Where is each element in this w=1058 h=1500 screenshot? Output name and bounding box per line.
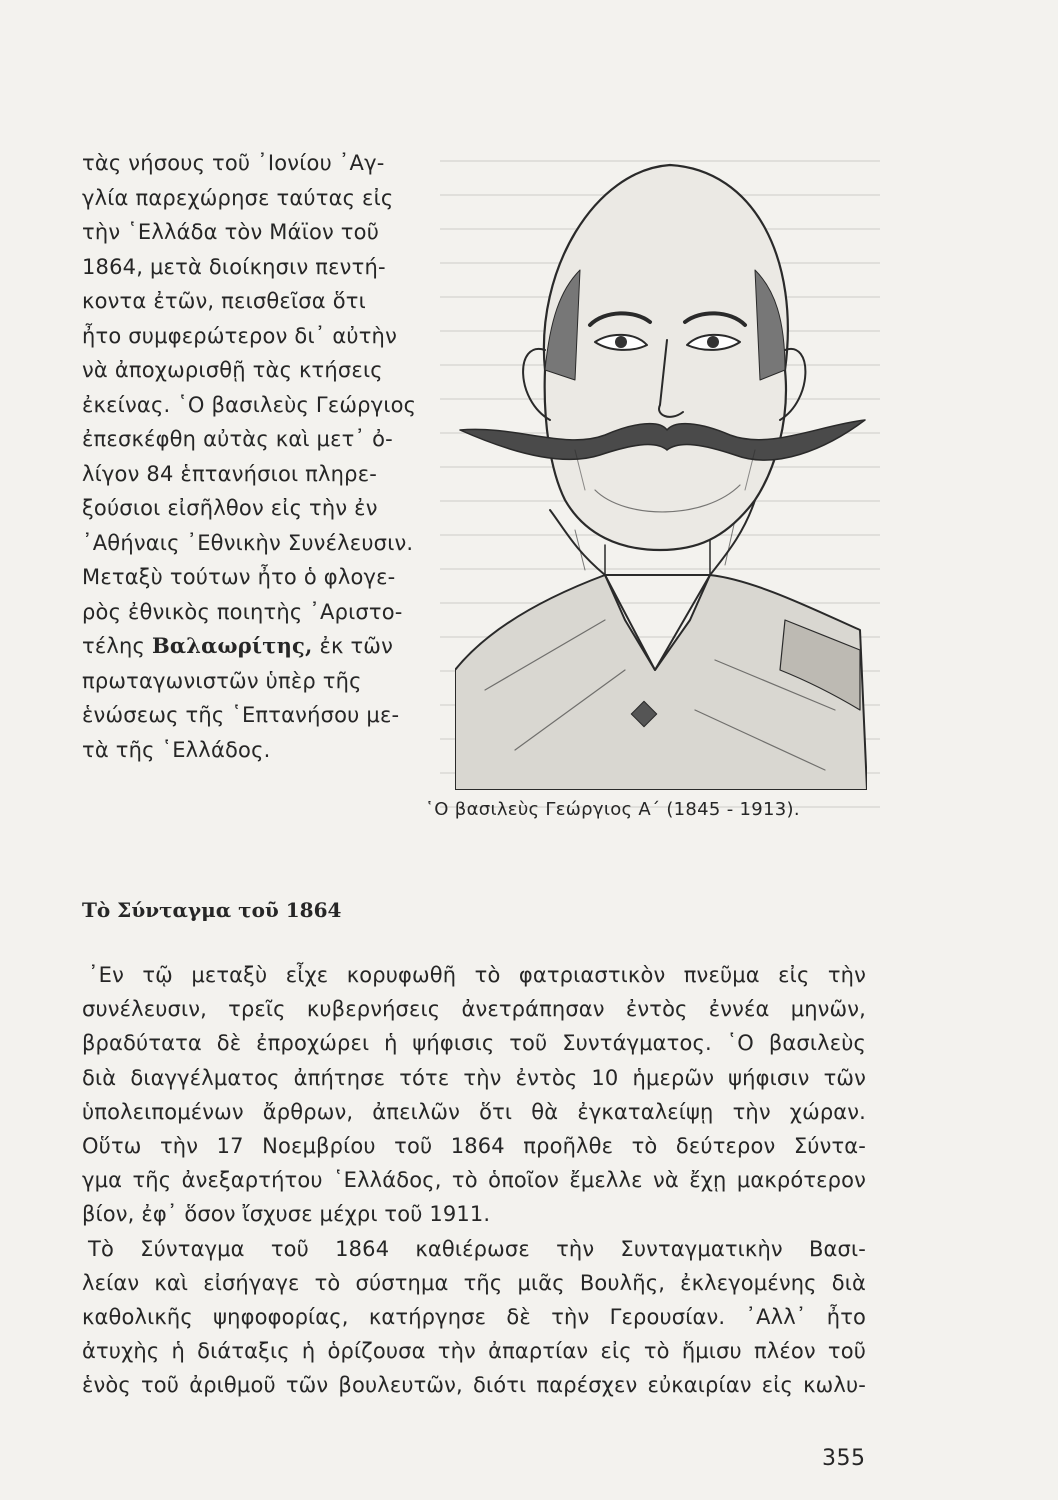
section-heading: Τὸ Σύνταγμα τοῦ 1864 <box>82 898 342 922</box>
text-line: ἐκείνας. ῾Ο βασιλεὺς Γεώργιος <box>82 392 417 417</box>
text-line: γλία παρεχώρησε ταύτας εἰς <box>82 185 394 210</box>
text-line: Μεταξὺ τούτων ἦτο ὁ φλογε- <box>82 565 396 589</box>
text-line: τὴν ῾Ελλάδα τὸν Μάϊον τοῦ <box>82 220 380 244</box>
text-line: ᾿Εν τῷ μεταξὺ εἶχε κορυφωθῆ τὸ φατριαστικὸν πνεῦμα εἰς τὴν <box>88 963 866 987</box>
text-line: ρὸς ἐθνικὸς ποιητὴς ᾿Αριστο- <box>82 599 403 624</box>
text-line: λίγον 84 ἑπτανήσιοι πληρε- <box>82 461 378 486</box>
text-line: γμα τῆς ἀνεξαρτήτου ῾Ελλάδος, τὸ ὁποῖον ἔμελλε νὰ ἔχῃ μακρότερον <box>82 1168 866 1193</box>
text-line: τὰ τῆς ῾Ελλάδος. <box>82 737 271 762</box>
text-line: πρωταγωνιστῶν ὑπὲρ τῆς <box>82 668 362 693</box>
text-fragment: τέλης <box>82 634 152 658</box>
left-column-text <box>82 146 417 767</box>
text-line: βίον, ἐφ᾿ ὅσον ἴσχυσε μέχρι τοῦ 1911. <box>82 1202 491 1227</box>
text-line: κοντα ἐτῶν, πεισθεῖσα ὅτι <box>82 289 366 313</box>
portrait-illustration <box>455 150 867 790</box>
bold-name: Βαλαωρίτης, <box>151 633 313 658</box>
text-line: διὰ διαγγέλματος ἀπήτησε τότε τὴν ἐντὸς 10 ἡμερῶν ψήφισιν τῶν <box>82 1065 866 1090</box>
text-line: ἀτυχὴς ἡ διάταξις ἡ ὁρίζουσα τὴν ἀπαρτίαν εἰς τὸ ἥμισυ πλέον τοῦ <box>82 1339 866 1364</box>
body-paragraphs <box>82 958 866 1403</box>
text-fragment: ἐκ τῶν <box>312 634 393 658</box>
portrait-caption: ῾Ο βασιλεὺς Γεώργιος Α΄ (1845 - 1913). <box>425 799 800 820</box>
text-line: ᾿Αθήναις ᾿Εθνικὴν Συνέλευσιν. <box>82 530 414 555</box>
text-line: Οὕτω τὴν 17 Νοεμβρίου τοῦ 1864 προῆλθε τὸ δεύτερον Σύντα- <box>82 1134 866 1159</box>
text-line: ξούσιοι εἰσῆλθον εἰς τὴν ἐν <box>82 496 378 520</box>
text-line: ἑνώσεως τῆς ῾Επτανήσου με- <box>82 703 400 727</box>
text-line: ἐπεσκέφθη αὐτὰς καὶ μετ᾿ ὀ- <box>82 427 393 451</box>
text-line: ἑνὸς τοῦ ἀριθμοῦ τῶν βουλευτῶν, διότι παρέσχεν εὐκαιρίαν εἰς κωλυ- <box>82 1373 866 1398</box>
text-line <box>82 629 393 664</box>
text-line: τὰς νήσους τοῦ ᾿Ιονίου ᾿Αγ- <box>82 151 385 175</box>
text-line: συνέλευσιν, τρεῖς κυβερνήσεις ἀνετράπησαν ἐντὸς ἐννέα μηνῶν, <box>82 997 866 1022</box>
page-number: 355 <box>822 1446 866 1471</box>
text-line: Τὸ Σύνταγμα τοῦ 1864 καθιέρωσε τὴν Συνταγματικὴν Βασι- <box>88 1236 866 1261</box>
text-line: καθολικῆς ψηφοφορίας, κατήργησε δὲ τὴν Γερουσίαν. ᾿Αλλ᾿ ἦτο <box>82 1305 866 1330</box>
text-line: νὰ ἀποχωρισθῇ τὰς κτήσεις <box>82 358 383 382</box>
text-line: ὑπολειπομένων ἄρθρων, ἀπειλῶν ὅτι θὰ ἐγκαταλείψῃ τὴν χώραν. <box>82 1099 866 1124</box>
text-line: λείαν καὶ εἰσήγαγε τὸ σύστημα τῆς μιᾶς Βουλῆς, ἐκλεγομένης διὰ <box>82 1270 866 1295</box>
text-line: ἦτο συμφερώτερον δι᾿ αὐτὴν <box>82 323 398 348</box>
text-line: 1864, μετὰ διοίκησιν πεντή- <box>82 254 386 279</box>
text-line: βραδύτατα δὲ ἐπροχώρει ἡ ψήφισις τοῦ Συντάγματος. ῾Ο βασιλεὺς <box>82 1031 866 1056</box>
